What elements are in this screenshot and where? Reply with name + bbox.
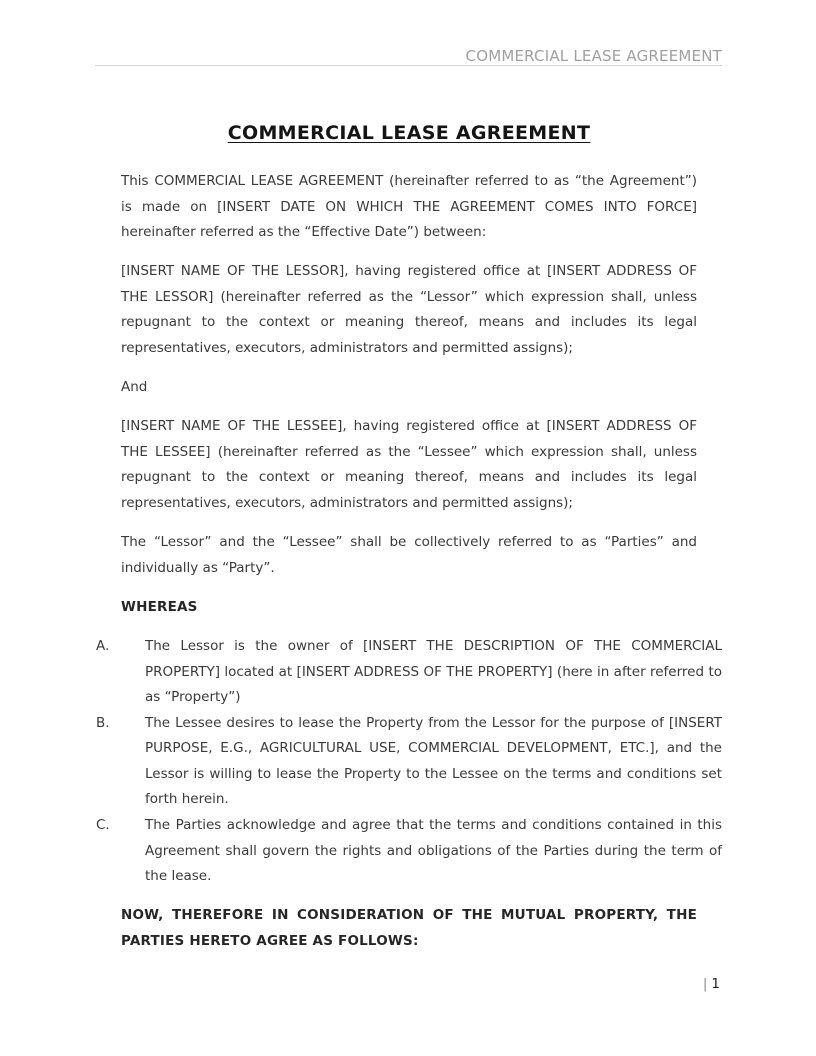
- header-running-title: COMMERCIAL LEASE AGREEMENT: [465, 47, 722, 65]
- whereas-heading: WHEREAS: [121, 598, 198, 615]
- recital-text: The Parties acknowledge and agree that the terms and conditions contained in this Agreement shall govern the rights and obligations of the Parties during the term of the lease.: [145, 817, 722, 885]
- document-body: [96, 122, 722, 955]
- paragraph-lessee: [INSERT NAME OF THE LESSEE], having registered office at [INSERT ADDRESS OF THE LESSEE] (hereinafter referred as the “Lessee” which expression shall, unless repugnant to the context or meaning thereof, means and includes its legal representatives, executors, administrators and permitted assigns);: [121, 418, 697, 512]
- recital-item-c: [96, 813, 722, 890]
- recital-marker: B.: [96, 714, 110, 731]
- recital-marker: C.: [96, 817, 110, 834]
- recital-text: The Lessee desires to lease the Property from the Lessor for the purpose of [INSERT PURPOSE, E.G., AGRICULTURAL USE, COMMERCIAL DEVELOPMENT, ETC.], and the Lessor is willing to lease the Property to the Lessee on the terms and conditions set forth herein.: [145, 714, 722, 808]
- paragraph-and: And: [121, 379, 148, 396]
- recital-item-b: [96, 711, 722, 813]
- header-rule: [95, 65, 722, 66]
- paragraph-lessor: [INSERT NAME OF THE LESSOR], having registered office at [INSERT ADDRESS OF THE LESSOR] (hereinafter referred as the “Lessor” which expression shall, unless repugnant to the context or meaning thereof, means and includes its legal representatives, executors, administrators and permitted assigns);: [121, 263, 697, 357]
- closing-statement: NOW, THEREFORE IN CONSIDERATION OF THE MUTUAL PROPERTY, THE PARTIES HERETO AGREE AS FOLLOWS:: [121, 907, 697, 949]
- footer-separator: |: [702, 976, 708, 992]
- page-title: COMMERCIAL LEASE AGREEMENT: [227, 122, 591, 144]
- recital-text: The Lessor is the owner of [INSERT THE DESCRIPTION OF THE COMMERCIAL PROPERTY] located at [INSERT ADDRESS OF THE PROPERTY] (here in after referred to as “Property”): [145, 637, 722, 706]
- recital-item-a: [96, 634, 722, 711]
- paragraph-parties: The “Lessor” and the “Lessee” shall be collectively referred to as “Parties” and individually as “Party”.: [121, 534, 697, 576]
- page-number: 1: [711, 976, 720, 992]
- paragraph-intro: This COMMERCIAL LEASE AGREEMENT (hereinafter referred to as “the Agreement”) is made on [INSERT DATE ON WHICH THE AGREEMENT COMES INTO FORCE] hereinafter referred as the “Effective Date”) between:: [121, 173, 697, 241]
- page-footer: [703, 975, 720, 993]
- recital-marker: A.: [96, 637, 110, 654]
